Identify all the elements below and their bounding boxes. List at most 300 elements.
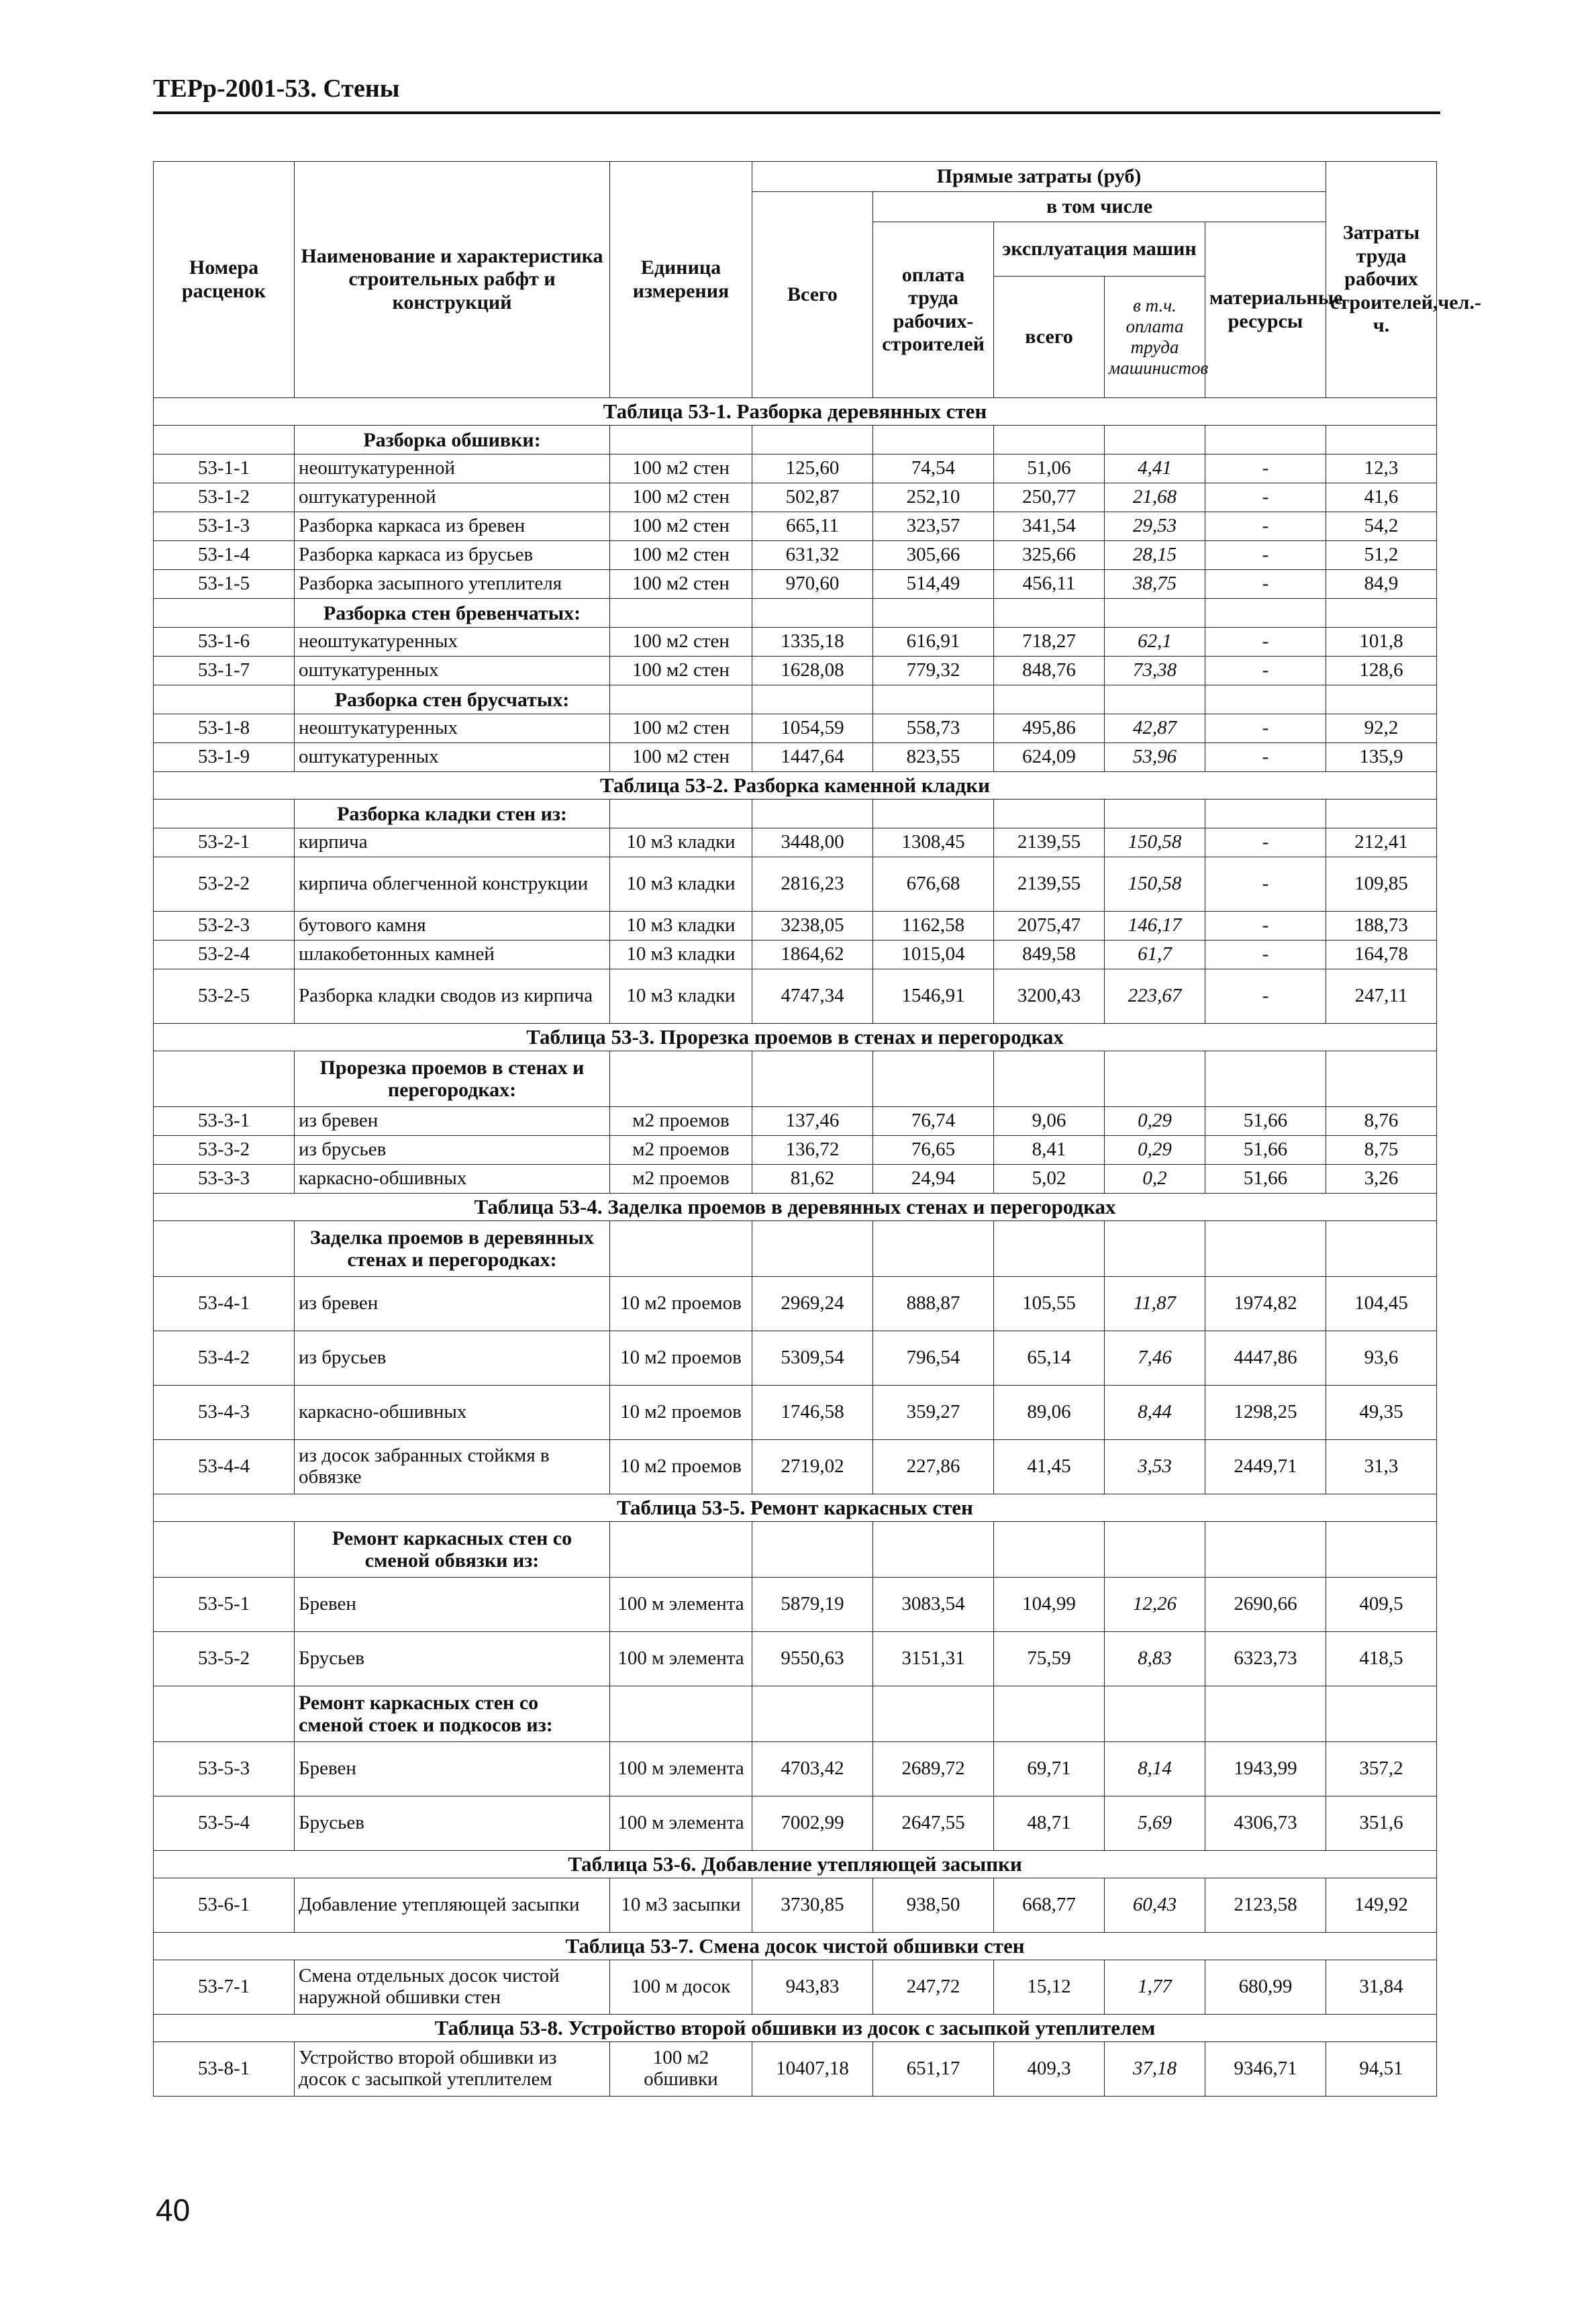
unit-of-measure: 10 м3 кладки <box>610 912 752 941</box>
empty-cell <box>1105 685 1205 714</box>
labor-cost: 252,10 <box>873 483 994 512</box>
machinist-labor-cost: 21,68 <box>1105 483 1205 512</box>
group-row <box>154 1051 1437 1107</box>
labor-hours: 418,5 <box>1326 1632 1437 1686</box>
table-body <box>154 398 1437 2097</box>
materials-cost: - <box>1205 912 1326 941</box>
materials-cost: - <box>1205 454 1326 483</box>
table-row <box>154 1136 1437 1165</box>
machine-cost: 48,71 <box>994 1796 1105 1851</box>
work-name: Устройство второй обшивки из досок с засыпкой утеплителем <box>295 2042 610 2097</box>
total-cost: 3238,05 <box>752 912 873 941</box>
machinist-labor-cost: 11,87 <box>1105 1277 1205 1331</box>
group-code-cell <box>154 1522 295 1578</box>
machinist-labor-cost: 60,43 <box>1105 1878 1205 1933</box>
section-title: Таблица 53-6. Добавление утепляющей засыпки <box>154 1851 1437 1878</box>
materials-cost: 1974,82 <box>1205 1277 1326 1331</box>
labor-hours: 54,2 <box>1326 512 1437 541</box>
labor-hours: 31,84 <box>1326 1960 1437 2015</box>
materials-cost: - <box>1205 628 1326 657</box>
empty-cell <box>610 599 752 628</box>
materials-cost: - <box>1205 570 1326 599</box>
labor-hours: 409,5 <box>1326 1578 1437 1632</box>
empty-cell <box>1205 426 1326 454</box>
labor-cost: 938,50 <box>873 1878 994 1933</box>
total-cost: 137,46 <box>752 1107 873 1136</box>
col-total-header: Всего <box>752 192 873 398</box>
section-title: Таблица 53-3. Прорезка проемов в стенах и перегородках <box>154 1024 1437 1051</box>
machinist-labor-cost: 37,18 <box>1105 2042 1205 2097</box>
rate-code: 53-3-2 <box>154 1136 295 1165</box>
rate-code: 53-1-4 <box>154 541 295 570</box>
rate-code: 53-1-9 <box>154 743 295 772</box>
materials-cost: - <box>1205 857 1326 912</box>
machine-cost: 75,59 <box>994 1632 1105 1686</box>
total-cost: 2816,23 <box>752 857 873 912</box>
table-row <box>154 828 1437 857</box>
machine-cost: 624,09 <box>994 743 1105 772</box>
labor-hours: 149,92 <box>1326 1878 1437 1933</box>
group-row <box>154 1686 1437 1742</box>
table-row <box>154 1742 1437 1796</box>
table-row <box>154 483 1437 512</box>
empty-cell <box>752 426 873 454</box>
work-name: из бревен <box>295 1107 610 1136</box>
machine-cost: 41,45 <box>994 1440 1105 1494</box>
rate-code: 53-2-5 <box>154 969 295 1024</box>
total-cost: 5309,54 <box>752 1331 873 1386</box>
materials-cost: - <box>1205 941 1326 969</box>
group-code-cell <box>154 599 295 628</box>
empty-cell <box>610 426 752 454</box>
materials-cost: 680,99 <box>1205 1960 1326 2015</box>
labor-hours: 51,2 <box>1326 541 1437 570</box>
materials-cost: - <box>1205 657 1326 685</box>
rate-code: 53-1-7 <box>154 657 295 685</box>
materials-cost: - <box>1205 828 1326 857</box>
work-name: оштукатуренных <box>295 743 610 772</box>
work-name: Брусьев <box>295 1632 610 1686</box>
machinist-labor-cost: 12,26 <box>1105 1578 1205 1632</box>
rate-code: 53-5-1 <box>154 1578 295 1632</box>
section-title-row <box>154 772 1437 800</box>
machinist-labor-cost: 28,15 <box>1105 541 1205 570</box>
labor-cost: 514,49 <box>873 570 994 599</box>
labor-cost: 651,17 <box>873 2042 994 2097</box>
group-row <box>154 426 1437 454</box>
machinist-labor-cost: 0,29 <box>1105 1136 1205 1165</box>
empty-cell <box>752 1051 873 1107</box>
total-cost: 4703,42 <box>752 1742 873 1796</box>
empty-cell <box>1326 1051 1437 1107</box>
work-name: кирпича облегченной конструкции <box>295 857 610 912</box>
section-title-row <box>154 2015 1437 2042</box>
table-row <box>154 743 1437 772</box>
unit-of-measure: 100 м2 стен <box>610 483 752 512</box>
group-code-cell <box>154 685 295 714</box>
work-name: Добавление утепляющей засыпки <box>295 1878 610 1933</box>
table-row <box>154 912 1437 941</box>
labor-cost: 227,86 <box>873 1440 994 1494</box>
work-name: неоштукатуренных <box>295 714 610 743</box>
machinist-labor-cost: 146,17 <box>1105 912 1205 941</box>
unit-of-measure: 10 м2 проемов <box>610 1386 752 1440</box>
labor-hours: 101,8 <box>1326 628 1437 657</box>
empty-cell <box>1105 599 1205 628</box>
empty-cell <box>1326 599 1437 628</box>
unit-of-measure: 10 м2 проемов <box>610 1331 752 1386</box>
unit-of-measure: 100 м элемента <box>610 1796 752 1851</box>
total-cost: 136,72 <box>752 1136 873 1165</box>
labor-hours: 188,73 <box>1326 912 1437 941</box>
group-name: Разборка стен бревенчатых: <box>295 599 610 628</box>
empty-cell <box>1105 426 1205 454</box>
labor-hours: 49,35 <box>1326 1386 1437 1440</box>
machine-cost: 105,55 <box>994 1277 1105 1331</box>
machine-cost: 51,06 <box>994 454 1105 483</box>
labor-cost: 74,54 <box>873 454 994 483</box>
unit-of-measure: 10 м3 кладки <box>610 941 752 969</box>
empty-cell <box>1105 1221 1205 1277</box>
empty-cell <box>752 685 873 714</box>
empty-cell <box>873 1522 994 1578</box>
total-cost: 1628,08 <box>752 657 873 685</box>
labor-cost: 1308,45 <box>873 828 994 857</box>
total-cost: 1864,62 <box>752 941 873 969</box>
table-row <box>154 969 1437 1024</box>
rate-code: 53-5-3 <box>154 1742 295 1796</box>
empty-cell <box>752 599 873 628</box>
empty-cell <box>1205 800 1326 828</box>
empty-cell <box>873 800 994 828</box>
labor-cost: 76,65 <box>873 1136 994 1165</box>
table-row <box>154 541 1437 570</box>
empty-cell <box>1105 1522 1205 1578</box>
unit-of-measure: 100 м2 стен <box>610 628 752 657</box>
section-title-row <box>154 398 1437 426</box>
machine-cost: 65,14 <box>994 1331 1105 1386</box>
machinist-labor-cost: 62,1 <box>1105 628 1205 657</box>
empty-cell <box>1105 800 1205 828</box>
group-name: Разборка обшивки: <box>295 426 610 454</box>
materials-cost: - <box>1205 743 1326 772</box>
group-code-cell <box>154 1051 295 1107</box>
empty-cell <box>873 426 994 454</box>
machinist-labor-cost: 38,75 <box>1105 570 1205 599</box>
materials-cost: 2449,71 <box>1205 1440 1326 1494</box>
work-name: Разборка каркаса из брусьев <box>295 541 610 570</box>
unit-of-measure: 100 м2 стен <box>610 714 752 743</box>
work-name: каркасно-обшивных <box>295 1165 610 1194</box>
empty-cell <box>1326 800 1437 828</box>
machine-cost: 8,41 <box>994 1136 1105 1165</box>
machinist-labor-cost: 53,96 <box>1105 743 1205 772</box>
empty-cell <box>994 800 1105 828</box>
machine-cost: 250,77 <box>994 483 1105 512</box>
empty-cell <box>1105 1686 1205 1742</box>
section-title: Таблица 53-8. Устройство второй обшивки из досок с засыпкой утеплителем <box>154 2015 1437 2042</box>
page-number: 40 <box>156 2193 191 2227</box>
empty-cell <box>1326 1686 1437 1742</box>
materials-cost: 51,66 <box>1205 1136 1326 1165</box>
work-name: шлакобетонных камней <box>295 941 610 969</box>
rate-code: 53-4-1 <box>154 1277 295 1331</box>
materials-cost: 4306,73 <box>1205 1796 1326 1851</box>
machinist-labor-cost: 1,77 <box>1105 1960 1205 2015</box>
empty-cell <box>1326 426 1437 454</box>
table-row <box>154 857 1437 912</box>
unit-of-measure: 100 м2 стен <box>610 657 752 685</box>
labor-hours: 8,75 <box>1326 1136 1437 1165</box>
machinist-labor-cost: 42,87 <box>1105 714 1205 743</box>
work-name: каркасно-обшивных <box>295 1386 610 1440</box>
table-row <box>154 1165 1437 1194</box>
work-name: Разборка кладки сводов из кирпича <box>295 969 610 1024</box>
rate-code: 53-2-4 <box>154 941 295 969</box>
labor-hours: 92,2 <box>1326 714 1437 743</box>
work-name: Смена отдельных досок чистой наружной обшивки стен <box>295 1960 610 2015</box>
machinist-labor-cost: 0,2 <box>1105 1165 1205 1194</box>
total-cost: 4747,34 <box>752 969 873 1024</box>
unit-of-measure: 10 м3 кладки <box>610 969 752 1024</box>
work-name: Брусьев <box>295 1796 610 1851</box>
machinist-labor-cost: 0,29 <box>1105 1107 1205 1136</box>
group-row <box>154 599 1437 628</box>
table-row <box>154 941 1437 969</box>
rate-code: 53-4-4 <box>154 1440 295 1494</box>
rate-code: 53-1-1 <box>154 454 295 483</box>
machinist-labor-cost: 8,44 <box>1105 1386 1205 1440</box>
machinist-labor-cost: 223,67 <box>1105 969 1205 1024</box>
labor-cost: 779,32 <box>873 657 994 685</box>
machine-cost: 104,99 <box>994 1578 1105 1632</box>
total-cost: 943,83 <box>752 1960 873 2015</box>
empty-cell <box>610 1522 752 1578</box>
labor-cost: 1546,91 <box>873 969 994 1024</box>
labor-cost: 616,91 <box>873 628 994 657</box>
labor-hours: 212,41 <box>1326 828 1437 857</box>
labor-hours: 93,6 <box>1326 1331 1437 1386</box>
machine-cost: 495,86 <box>994 714 1105 743</box>
total-cost: 5879,19 <box>752 1578 873 1632</box>
labor-cost: 359,27 <box>873 1386 994 1440</box>
unit-of-measure: 100 м2 стен <box>610 454 752 483</box>
page-header-title: ТЕРр-2001-53. Стены <box>153 75 400 103</box>
rate-code: 53-5-2 <box>154 1632 295 1686</box>
machine-cost: 456,11 <box>994 570 1105 599</box>
machine-cost: 341,54 <box>994 512 1105 541</box>
rate-code: 53-7-1 <box>154 1960 295 2015</box>
machinist-labor-cost: 3,53 <box>1105 1440 1205 1494</box>
unit-of-measure: 10 м2 проемов <box>610 1277 752 1331</box>
table-row <box>154 657 1437 685</box>
empty-cell <box>873 599 994 628</box>
empty-cell <box>1326 1221 1437 1277</box>
table-row <box>154 1960 1437 2015</box>
materials-cost: - <box>1205 512 1326 541</box>
group-name: Ремонт каркасных стен со сменой обвязки из: <box>295 1522 610 1578</box>
total-cost: 665,11 <box>752 512 873 541</box>
rate-code: 53-1-8 <box>154 714 295 743</box>
col-materials-header: материальные ресурсы <box>1205 222 1326 398</box>
unit-of-measure: 10 м3 кладки <box>610 828 752 857</box>
col-labor-hours-header: Затраты труда рабочих строителей,чел.-ч. <box>1326 162 1437 398</box>
group-name: Заделка проемов в деревянных стенах и перегородках: <box>295 1221 610 1277</box>
direct-costs-header: Прямые затраты (руб) <box>752 162 1326 192</box>
unit-of-measure: 10 м3 кладки <box>610 857 752 912</box>
work-name: оштукатуренной <box>295 483 610 512</box>
labor-cost: 2647,55 <box>873 1796 994 1851</box>
rate-code: 53-2-2 <box>154 857 295 912</box>
machine-cost: 89,06 <box>994 1386 1105 1440</box>
group-name: Разборка стен брусчатых: <box>295 685 610 714</box>
unit-of-measure: 100 м элемента <box>610 1578 752 1632</box>
machine-cost: 15,12 <box>994 1960 1105 2015</box>
work-name: бутового камня <box>295 912 610 941</box>
work-name: неоштукатуренной <box>295 454 610 483</box>
total-cost: 1447,64 <box>752 743 873 772</box>
table-row <box>154 1578 1437 1632</box>
empty-cell <box>1205 1686 1326 1742</box>
empty-cell <box>873 1051 994 1107</box>
rate-code: 53-6-1 <box>154 1878 295 1933</box>
total-cost: 10407,18 <box>752 2042 873 2097</box>
machinist-labor-cost: 8,83 <box>1105 1632 1205 1686</box>
col-machines-labor-header: в т.ч. оплата труда машинистов <box>1105 277 1205 398</box>
materials-cost: - <box>1205 969 1326 1024</box>
section-title: Таблица 53-5. Ремонт каркасных стен <box>154 1494 1437 1522</box>
labor-cost: 76,74 <box>873 1107 994 1136</box>
col-machines-total-header: всего <box>994 277 1105 398</box>
labor-cost: 3151,31 <box>873 1632 994 1686</box>
empty-cell <box>873 1221 994 1277</box>
total-cost: 125,60 <box>752 454 873 483</box>
rate-code: 53-3-3 <box>154 1165 295 1194</box>
table-row <box>154 1796 1437 1851</box>
table-row <box>154 1632 1437 1686</box>
materials-cost: 51,66 <box>1205 1107 1326 1136</box>
col-code-header: Номера расценок <box>154 162 295 398</box>
materials-cost: 4447,86 <box>1205 1331 1326 1386</box>
labor-hours: 109,85 <box>1326 857 1437 912</box>
section-title-row <box>154 1933 1437 1960</box>
empty-cell <box>994 426 1105 454</box>
labor-hours: 357,2 <box>1326 1742 1437 1796</box>
section-title-row <box>154 1024 1437 1051</box>
work-name: Разборка засыпного утеплителя <box>295 570 610 599</box>
total-cost: 1746,58 <box>752 1386 873 1440</box>
machine-cost: 3200,43 <box>994 969 1105 1024</box>
materials-cost: 1943,99 <box>1205 1742 1326 1796</box>
table-row <box>154 1107 1437 1136</box>
labor-cost: 888,87 <box>873 1277 994 1331</box>
machine-cost: 718,27 <box>994 628 1105 657</box>
total-cost: 2719,02 <box>752 1440 873 1494</box>
total-cost: 970,60 <box>752 570 873 599</box>
unit-of-measure: 10 м2 проемов <box>610 1440 752 1494</box>
table-header <box>154 162 1481 398</box>
machine-cost: 69,71 <box>994 1742 1105 1796</box>
machine-cost: 668,77 <box>994 1878 1105 1933</box>
total-cost: 1054,59 <box>752 714 873 743</box>
machines-header: эксплуатация машин <box>994 222 1205 277</box>
table-row <box>154 1277 1437 1331</box>
rate-code: 53-5-4 <box>154 1796 295 1851</box>
labor-hours: 84,9 <box>1326 570 1437 599</box>
table-row <box>154 1386 1437 1440</box>
table-row <box>154 714 1437 743</box>
machinist-labor-cost: 5,69 <box>1105 1796 1205 1851</box>
group-name: Прорезка проемов в стенах и перегородках: <box>295 1051 610 1107</box>
work-name: Разборка каркаса из бревен <box>295 512 610 541</box>
section-title-row <box>154 1194 1437 1221</box>
labor-cost: 2689,72 <box>873 1742 994 1796</box>
section-title: Таблица 53-4. Заделка проемов в деревянных стенах и перегородках <box>154 1194 1437 1221</box>
group-row <box>154 800 1437 828</box>
labor-cost: 558,73 <box>873 714 994 743</box>
machinist-labor-cost: 73,38 <box>1105 657 1205 685</box>
empty-cell <box>610 800 752 828</box>
empty-cell <box>752 1221 873 1277</box>
col-labor-header: оплата труда рабочих-строителей <box>873 222 994 398</box>
group-row <box>154 1221 1437 1277</box>
unit-of-measure: 100 м2 стен <box>610 743 752 772</box>
work-name: Бревен <box>295 1742 610 1796</box>
work-name: оштукатуренных <box>295 657 610 685</box>
group-row <box>154 685 1437 714</box>
empty-cell <box>1326 1522 1437 1578</box>
materials-cost: 2123,58 <box>1205 1878 1326 1933</box>
rate-code: 53-2-1 <box>154 828 295 857</box>
rate-code: 53-4-2 <box>154 1331 295 1386</box>
unit-of-measure: м2 проемов <box>610 1136 752 1165</box>
rate-code: 53-1-3 <box>154 512 295 541</box>
empty-cell <box>994 1221 1105 1277</box>
group-code-cell <box>154 1221 295 1277</box>
rate-code: 53-1-6 <box>154 628 295 657</box>
section-title-row <box>154 1851 1437 1878</box>
machinist-labor-cost: 150,58 <box>1105 828 1205 857</box>
labor-cost: 796,54 <box>873 1331 994 1386</box>
work-name: из брусьев <box>295 1331 610 1386</box>
header-rule <box>153 111 1440 114</box>
empty-cell <box>1326 685 1437 714</box>
labor-hours: 164,78 <box>1326 941 1437 969</box>
empty-cell <box>1205 1221 1326 1277</box>
empty-cell <box>994 1051 1105 1107</box>
total-cost: 502,87 <box>752 483 873 512</box>
work-name: кирпича <box>295 828 610 857</box>
empty-cell <box>994 599 1105 628</box>
table-row <box>154 454 1437 483</box>
section-title: Таблица 53-1. Разборка деревянных стен <box>154 398 1437 426</box>
rate-code: 53-8-1 <box>154 2042 295 2097</box>
machine-cost: 409,3 <box>994 2042 1105 2097</box>
labor-hours: 12,3 <box>1326 454 1437 483</box>
labor-cost: 676,68 <box>873 857 994 912</box>
group-name: Ремонт каркасных стен со сменой стоек и подкосов из: <box>295 1686 610 1742</box>
machine-cost: 325,66 <box>994 541 1105 570</box>
unit-of-measure: 100 м2 стен <box>610 512 752 541</box>
empty-cell <box>994 1522 1105 1578</box>
empty-cell <box>1205 599 1326 628</box>
machine-cost: 2139,55 <box>994 828 1105 857</box>
rate-code: 53-4-3 <box>154 1386 295 1440</box>
unit-of-measure: 100 м2 стен <box>610 570 752 599</box>
total-cost: 3448,00 <box>752 828 873 857</box>
labor-cost: 1162,58 <box>873 912 994 941</box>
work-name: неоштукатуренных <box>295 628 610 657</box>
